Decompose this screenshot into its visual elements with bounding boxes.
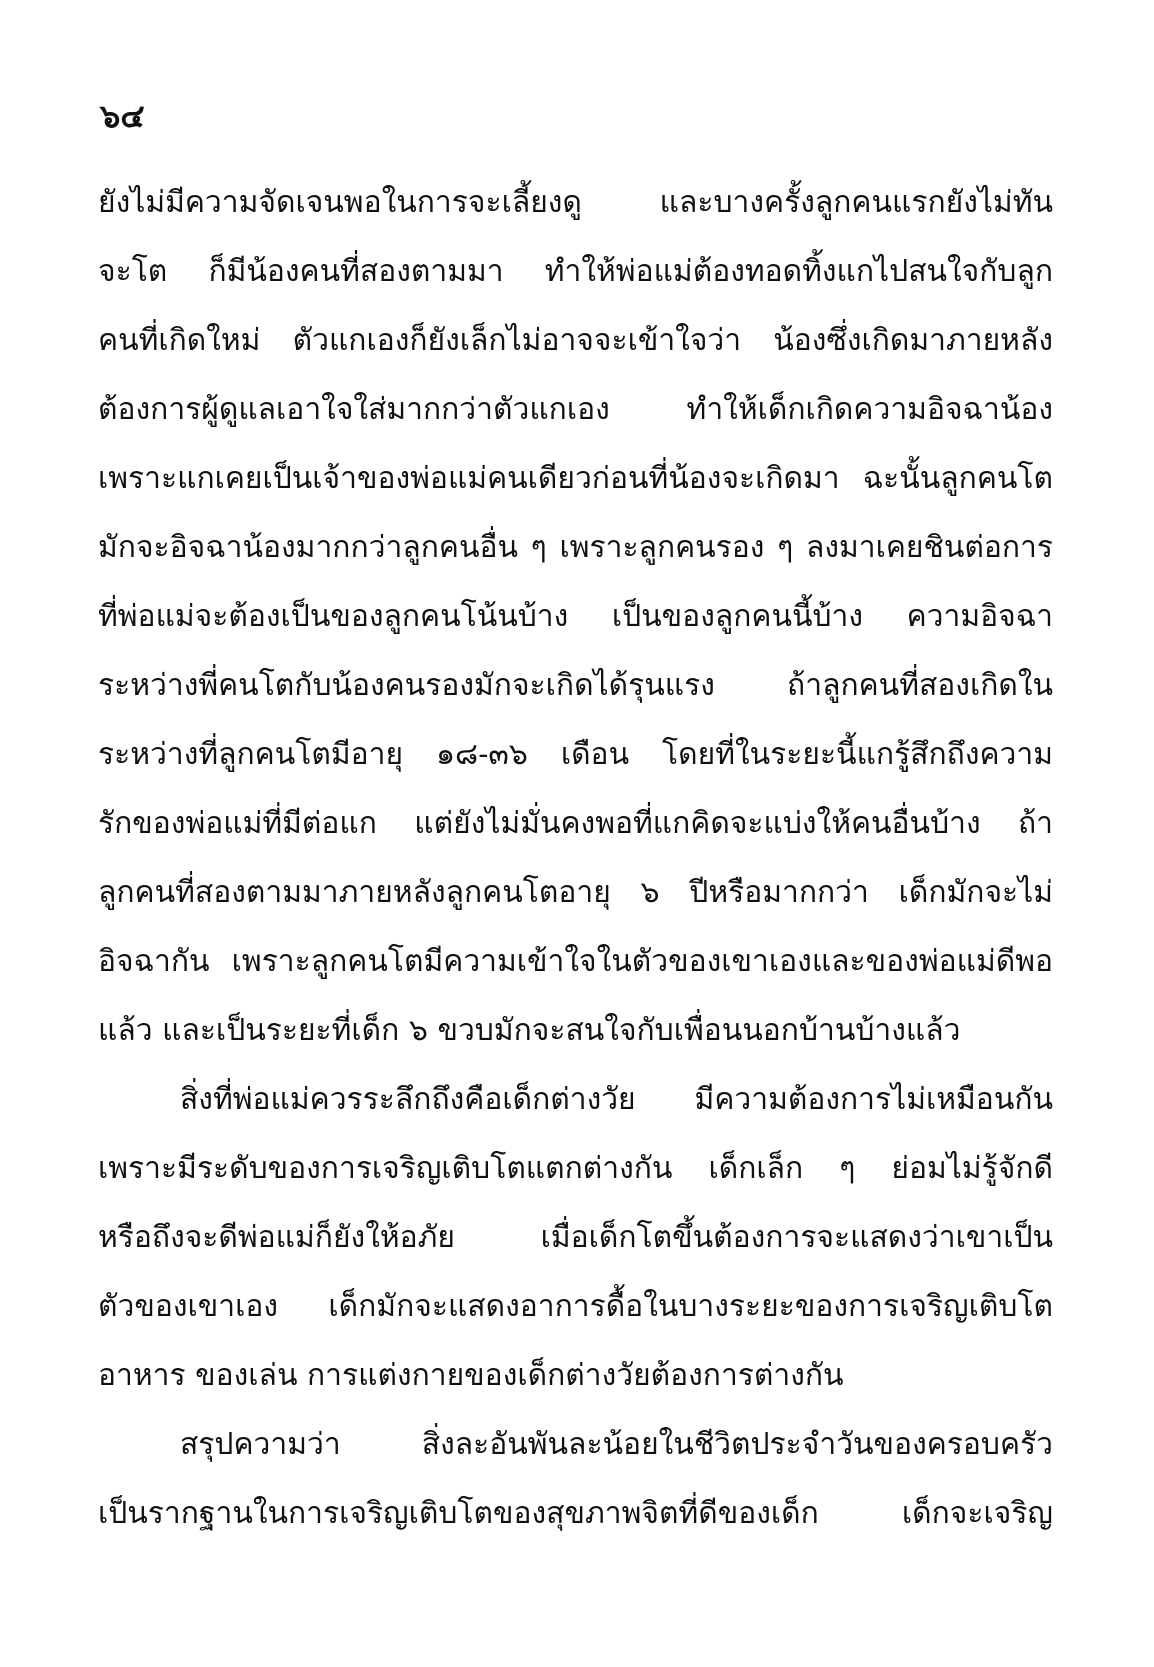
text-line: เพราะแกเคยเป็นเจ้าของพ่อแม่คนเดียวก่อนที่น้องจะเกิดมา ฉะนั้นลูกคนโต: [98, 461, 1053, 496]
text-line: หรือถึงจะดีพ่อแม่ก็ยังให้อภัย เมื่อเด็กโตขึ้นต้องการจะแสดงว่าเขาเป็น: [98, 1220, 1053, 1255]
page-number: ๖๔: [100, 97, 145, 135]
text-line: ตัวของเขาเอง เด็กมักจะแสดงอาการดื้อในบางระยะของการเจริญเติบโต: [98, 1289, 1053, 1324]
text-line: อิจฉากัน เพราะลูกคนโตมีความเข้าใจในตัวของเขาเองและของพ่อแม่ดีพอ: [98, 944, 1053, 979]
text-line: เป็นรากฐานในการเจริญเติบโตของสุขภาพจิตที่ดีของเด็ก เด็กจะเจริญ: [98, 1496, 1053, 1531]
text-line: ที่พ่อแม่จะต้องเป็นของลูกคนโน้นบ้าง เป็นของลูกคนนี้บ้าง ความอิจฉา: [98, 599, 1053, 634]
text-line: อาหาร ของเล่น การแต่งกายของเด็กต่างวัยต้องการต่างกัน: [98, 1358, 844, 1393]
text-line: ระหว่างที่ลูกคนโตมีอายุ ๑๘-๓๖ เดือน โดยที่ในระยะนี้แกรู้สึกถึงความ: [98, 737, 1053, 772]
text-line: จะโต ก็มีน้องคนที่สองตามมา ทำให้พ่อแม่ต้องทอดทิ้งแกไปสนใจกับลูก: [98, 254, 1053, 289]
text-line: ต้องการผู้ดูแลเอาใจใส่มากกว่าตัวแกเอง ทำให้เด็กเกิดความอิจฉาน้อง: [98, 392, 1053, 427]
paragraph-first-line: สรุปความว่า สิ่งละอันพันละน้อยในชีวิตประจำวันของครอบครัว: [180, 1427, 1053, 1462]
paragraph-first-line: สิ่งที่พ่อแม่ควรระลึกถึงคือเด็กต่างวัย มีความต้องการไม่เหมือนกัน: [180, 1082, 1053, 1117]
text-line: มักจะอิจฉาน้องมากกว่าลูกคนอื่น ๆ เพราะลูกคนรอง ๆ ลงมาเคยชินต่อการ: [98, 530, 1053, 565]
text-body: [98, 168, 1053, 1548]
text-line: รักของพ่อแม่ที่มีต่อแก แต่ยังไม่มั่นคงพอที่แกคิดจะแบ่งให้คนอื่นบ้าง ถ้า: [98, 806, 1053, 841]
text-line: ยังไม่มีความจัดเจนพอในการจะเลี้ยงดู และบางครั้งลูกคนแรกยังไม่ทัน: [98, 185, 1053, 220]
text-line: เพราะมีระดับของการเจริญเติบโตแตกต่างกัน เด็กเล็ก ๆ ย่อมไม่รู้จักดี: [98, 1151, 1053, 1186]
text-line: ลูกคนที่สองตามมาภายหลังลูกคนโตอายุ ๖ ปีหรือมากกว่า เด็กมักจะไม่: [98, 875, 1053, 910]
text-line: แล้ว และเป็นระยะที่เด็ก ๖ ขวบมักจะสนใจกับเพื่อนนอกบ้านบ้างแล้ว: [98, 1013, 961, 1048]
text-line: คนที่เกิดใหม่ ตัวแกเองก็ยังเล็กไม่อาจจะเข้าใจว่า น้องซึ่งเกิดมาภายหลัง: [98, 323, 1053, 358]
text-line: ระหว่างพี่คนโตกับน้องคนรองมักจะเกิดได้รุนแรง ถ้าลูกคนที่สองเกิดใน: [98, 668, 1053, 703]
